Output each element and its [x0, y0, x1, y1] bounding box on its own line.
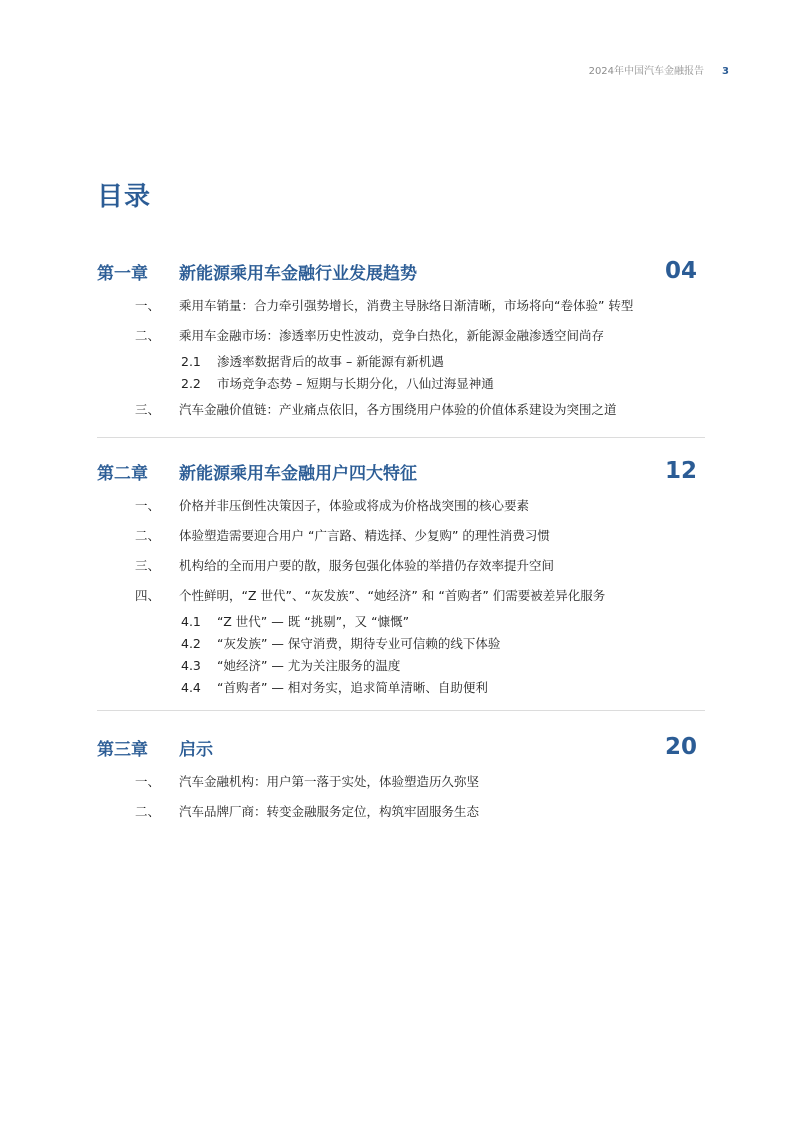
item-number: 四、 — [135, 588, 161, 603]
toc-subitem[interactable] — [97, 654, 697, 676]
toc-item[interactable] — [97, 320, 697, 350]
chapter-number: 第一章 — [97, 263, 148, 284]
subitem-number: 2.1 — [181, 353, 201, 369]
chapter-title: 新能源乘用车金融用户四大特征 — [179, 463, 417, 484]
subitem-text: “灰发族” — 保守消费，期待专业可信赖的线下体验 — [217, 636, 501, 651]
subitem-number: 4.3 — [181, 657, 201, 673]
chapter-heading[interactable] — [97, 256, 697, 286]
item-number: 二、 — [135, 328, 161, 343]
chapter-title: 启示 — [179, 739, 213, 760]
item-number: 三、 — [135, 402, 161, 417]
toc-item[interactable] — [97, 550, 697, 580]
toc-item[interactable] — [97, 394, 697, 424]
item-number: 二、 — [135, 804, 161, 819]
item-number: 三、 — [135, 558, 161, 573]
item-text: 个性鲜明，“Z 世代”、“灰发族”、“她经济” 和 “首购者” 们需要被差异化服务 — [179, 588, 606, 603]
chapter-2 — [97, 456, 697, 698]
chapter-title: 新能源乘用车金融行业发展趋势 — [179, 263, 417, 284]
toc-item[interactable] — [97, 520, 697, 550]
item-text: 体验塑造需要迎合用户 “广言路、精选择、少复购” 的理性消费习惯 — [179, 528, 550, 543]
toc-subitem[interactable] — [97, 610, 697, 632]
subitem-number: 4.4 — [181, 679, 201, 695]
toc-item[interactable] — [97, 580, 697, 610]
toc-subitem[interactable] — [97, 632, 697, 654]
chapter-heading[interactable] — [97, 732, 697, 762]
chapter-divider — [97, 710, 705, 711]
toc-item[interactable] — [97, 796, 697, 826]
chapter-number: 第三章 — [97, 739, 148, 760]
chapter-3 — [97, 732, 697, 826]
subitem-text: “Z 世代” — 既 “挑剔”，又 “慷慨” — [217, 614, 410, 629]
item-text: 汽车金融价值链：产业痛点依旧，各方围绕用户体验的价值体系建设为突围之道 — [179, 402, 617, 417]
subitem-text: 渗透率数据背后的故事 – 新能源有新机遇 — [217, 354, 444, 369]
page-header — [589, 62, 729, 77]
chapter-page-number: 20 — [664, 734, 697, 760]
item-number: 一、 — [135, 774, 161, 789]
item-number: 一、 — [135, 298, 161, 313]
toc-subitem[interactable] — [97, 372, 697, 394]
item-number: 一、 — [135, 498, 161, 513]
toc-item[interactable] — [97, 290, 697, 320]
report-title: 2024年中国汽车金融报告 — [588, 66, 705, 77]
chapter-heading[interactable] — [97, 456, 697, 486]
subitem-number: 2.2 — [181, 375, 201, 391]
toc-item[interactable] — [97, 766, 697, 796]
item-text: 机构给的全而用户要的散，服务包强化体验的举措仍存效率提升空间 — [179, 558, 555, 573]
page-number: 3 — [722, 66, 729, 77]
subitem-text: 市场竞争态势 – 短期与长期分化，八仙过海显神通 — [217, 376, 494, 391]
toc-item[interactable] — [97, 490, 697, 520]
toc-subitem[interactable] — [97, 676, 697, 698]
item-text: 乘用车金融市场：渗透率历史性波动，竞争白热化，新能源金融渗透空间尚存 — [179, 328, 605, 343]
chapter-page-number: 04 — [664, 258, 697, 284]
chapter-number: 第二章 — [97, 463, 148, 484]
item-text: 汽车品牌厂商：转变金融服务定位，构筑牢固服务生态 — [179, 804, 480, 819]
item-text: 价格并非压倒性决策因子，体验或将成为价格战突围的核心要素 — [179, 498, 530, 513]
chapter-page-number: 12 — [664, 458, 697, 484]
subitem-number: 4.1 — [181, 613, 201, 629]
item-number: 二、 — [135, 528, 161, 543]
item-text: 乘用车销量：合力牵引强势增长，消费主导脉络日渐清晰，市场将向“卷体验” 转型 — [179, 298, 634, 313]
subitem-number: 4.2 — [181, 635, 201, 651]
toc-subitem[interactable] — [97, 350, 697, 372]
chapter-1 — [97, 256, 697, 424]
subitem-text: “她经济” — 尤为关注服务的温度 — [217, 658, 401, 673]
toc-title: 目录 — [97, 182, 152, 212]
item-text: 汽车金融机构：用户第一落于实处，体验塑造历久弥坚 — [179, 774, 480, 789]
subitem-text: “首购者” — 相对务实，追求简单清晰、自助便利 — [217, 680, 488, 695]
chapter-divider — [97, 437, 705, 438]
